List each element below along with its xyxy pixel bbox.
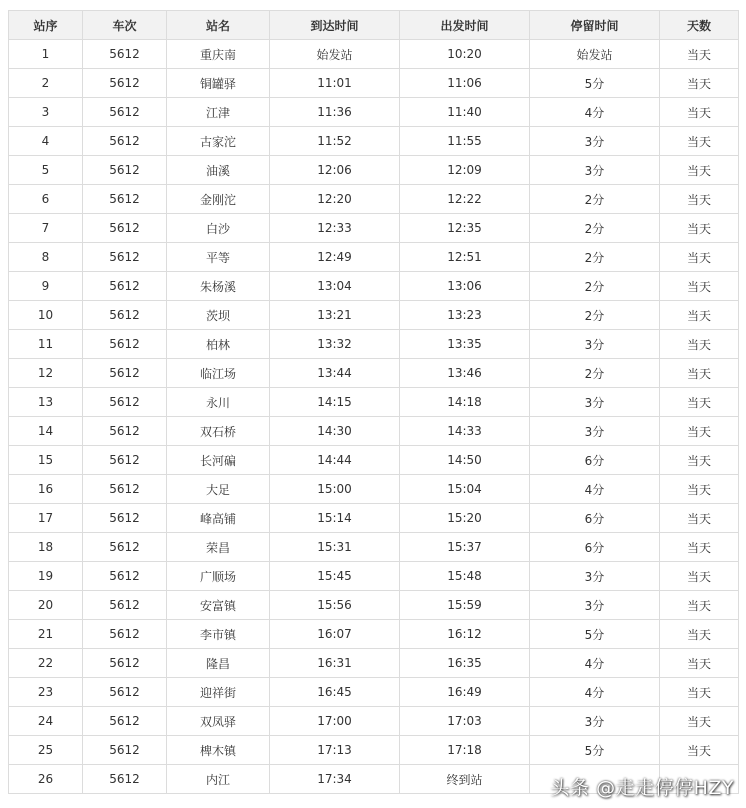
table-row bbox=[9, 707, 739, 736]
cell-stop-duration: 5分 bbox=[530, 736, 660, 765]
cell-stop-duration: 2分 bbox=[530, 301, 660, 330]
table-row bbox=[9, 272, 739, 301]
cell-day: 当天 bbox=[660, 388, 739, 417]
header-day: 天数 bbox=[660, 11, 739, 40]
cell-day: 当天 bbox=[660, 301, 739, 330]
cell-station-seq: 21 bbox=[9, 620, 83, 649]
cell-arrival-time: 14:30 bbox=[270, 417, 400, 446]
cell-stop-duration: 3分 bbox=[530, 127, 660, 156]
cell-departure-time: 13:23 bbox=[400, 301, 530, 330]
cell-departure-time: 10:20 bbox=[400, 40, 530, 69]
cell-stop-duration: 4分 bbox=[530, 678, 660, 707]
cell-day: 当天 bbox=[660, 98, 739, 127]
cell-station-seq: 13 bbox=[9, 388, 83, 417]
cell-departure-time: 15:37 bbox=[400, 533, 530, 562]
cell-arrival-time: 13:04 bbox=[270, 272, 400, 301]
cell-day: 当天 bbox=[660, 707, 739, 736]
table-row bbox=[9, 446, 739, 475]
cell-departure-time: 15:48 bbox=[400, 562, 530, 591]
cell-day: 当天 bbox=[660, 475, 739, 504]
cell-station-seq: 17 bbox=[9, 504, 83, 533]
header-departure-time: 出发时间 bbox=[400, 11, 530, 40]
cell-station-seq: 16 bbox=[9, 475, 83, 504]
cell-stop-duration bbox=[530, 765, 660, 794]
cell-day: 当天 bbox=[660, 591, 739, 620]
cell-departure-time: 13:35 bbox=[400, 330, 530, 359]
cell-station-seq: 1 bbox=[9, 40, 83, 69]
cell-arrival-time: 16:45 bbox=[270, 678, 400, 707]
cell-station-seq: 9 bbox=[9, 272, 83, 301]
cell-train-no: 5612 bbox=[83, 98, 167, 127]
table-row bbox=[9, 185, 739, 214]
cell-departure-time: 12:09 bbox=[400, 156, 530, 185]
table-row bbox=[9, 127, 739, 156]
table-row bbox=[9, 69, 739, 98]
cell-arrival-time: 12:33 bbox=[270, 214, 400, 243]
table-row bbox=[9, 417, 739, 446]
cell-departure-time: 14:33 bbox=[400, 417, 530, 446]
cell-station-seq: 4 bbox=[9, 127, 83, 156]
cell-stop-duration: 3分 bbox=[530, 417, 660, 446]
cell-stop-duration: 6分 bbox=[530, 504, 660, 533]
table-row bbox=[9, 649, 739, 678]
header-station-name: 站名 bbox=[167, 11, 270, 40]
cell-train-no: 5612 bbox=[83, 330, 167, 359]
cell-train-no: 5612 bbox=[83, 127, 167, 156]
cell-departure-time: 14:50 bbox=[400, 446, 530, 475]
cell-departure-time: 15:59 bbox=[400, 591, 530, 620]
cell-day: 当天 bbox=[660, 417, 739, 446]
cell-train-no: 5612 bbox=[83, 736, 167, 765]
cell-train-no: 5612 bbox=[83, 475, 167, 504]
cell-train-no: 5612 bbox=[83, 69, 167, 98]
cell-station-name: 柏林 bbox=[167, 330, 270, 359]
cell-station-name: 荣昌 bbox=[167, 533, 270, 562]
cell-departure-time: 16:49 bbox=[400, 678, 530, 707]
cell-stop-duration: 6分 bbox=[530, 533, 660, 562]
table-row bbox=[9, 214, 739, 243]
cell-station-name: 江津 bbox=[167, 98, 270, 127]
cell-station-name: 古家沱 bbox=[167, 127, 270, 156]
cell-train-no: 5612 bbox=[83, 40, 167, 69]
cell-stop-duration: 3分 bbox=[530, 388, 660, 417]
cell-departure-time: 11:06 bbox=[400, 69, 530, 98]
cell-arrival-time: 16:31 bbox=[270, 649, 400, 678]
cell-station-name: 李市镇 bbox=[167, 620, 270, 649]
cell-station-seq: 19 bbox=[9, 562, 83, 591]
cell-day: 当天 bbox=[660, 736, 739, 765]
table-row bbox=[9, 475, 739, 504]
cell-stop-duration: 3分 bbox=[530, 330, 660, 359]
cell-arrival-time: 始发站 bbox=[270, 40, 400, 69]
table-row bbox=[9, 40, 739, 69]
cell-train-no: 5612 bbox=[83, 591, 167, 620]
cell-departure-time: 17:18 bbox=[400, 736, 530, 765]
cell-arrival-time: 11:01 bbox=[270, 69, 400, 98]
cell-day: 当天 bbox=[660, 446, 739, 475]
cell-station-name: 永川 bbox=[167, 388, 270, 417]
cell-station-name: 双石桥 bbox=[167, 417, 270, 446]
cell-train-no: 5612 bbox=[83, 185, 167, 214]
cell-day: 当天 bbox=[660, 504, 739, 533]
cell-station-seq: 18 bbox=[9, 533, 83, 562]
header-stop-duration: 停留时间 bbox=[530, 11, 660, 40]
cell-stop-duration: 3分 bbox=[530, 591, 660, 620]
cell-stop-duration: 3分 bbox=[530, 562, 660, 591]
cell-arrival-time: 12:06 bbox=[270, 156, 400, 185]
cell-day: 当天 bbox=[660, 649, 739, 678]
cell-departure-time: 终到站 bbox=[400, 765, 530, 794]
cell-station-name: 安富镇 bbox=[167, 591, 270, 620]
cell-day: 当天 bbox=[660, 214, 739, 243]
cell-day: 当天 bbox=[660, 330, 739, 359]
cell-arrival-time: 11:36 bbox=[270, 98, 400, 127]
cell-departure-time: 12:22 bbox=[400, 185, 530, 214]
cell-stop-duration: 始发站 bbox=[530, 40, 660, 69]
cell-station-name: 大足 bbox=[167, 475, 270, 504]
cell-departure-time: 13:06 bbox=[400, 272, 530, 301]
cell-station-name: 广顺场 bbox=[167, 562, 270, 591]
cell-station-name: 椑木镇 bbox=[167, 736, 270, 765]
cell-arrival-time: 17:13 bbox=[270, 736, 400, 765]
cell-day bbox=[660, 765, 739, 794]
cell-arrival-time: 15:56 bbox=[270, 591, 400, 620]
table-row bbox=[9, 330, 739, 359]
table-row bbox=[9, 736, 739, 765]
cell-station-seq: 22 bbox=[9, 649, 83, 678]
cell-day: 当天 bbox=[660, 156, 739, 185]
cell-train-no: 5612 bbox=[83, 243, 167, 272]
table-row bbox=[9, 620, 739, 649]
cell-station-name: 朱杨溪 bbox=[167, 272, 270, 301]
cell-arrival-time: 17:34 bbox=[270, 765, 400, 794]
cell-arrival-time: 15:00 bbox=[270, 475, 400, 504]
cell-stop-duration: 2分 bbox=[530, 214, 660, 243]
header-train-no: 车次 bbox=[83, 11, 167, 40]
cell-departure-time: 12:51 bbox=[400, 243, 530, 272]
header-row bbox=[9, 11, 739, 40]
cell-day: 当天 bbox=[660, 562, 739, 591]
cell-arrival-time: 15:45 bbox=[270, 562, 400, 591]
table-row bbox=[9, 156, 739, 185]
cell-station-seq: 14 bbox=[9, 417, 83, 446]
cell-station-seq: 24 bbox=[9, 707, 83, 736]
cell-train-no: 5612 bbox=[83, 649, 167, 678]
cell-station-name: 长河碥 bbox=[167, 446, 270, 475]
cell-arrival-time: 16:07 bbox=[270, 620, 400, 649]
cell-day: 当天 bbox=[660, 69, 739, 98]
cell-train-no: 5612 bbox=[83, 533, 167, 562]
cell-arrival-time: 13:21 bbox=[270, 301, 400, 330]
cell-arrival-time: 12:49 bbox=[270, 243, 400, 272]
cell-station-name: 铜罐驿 bbox=[167, 69, 270, 98]
cell-stop-duration: 4分 bbox=[530, 98, 660, 127]
cell-train-no: 5612 bbox=[83, 620, 167, 649]
cell-train-no: 5612 bbox=[83, 388, 167, 417]
cell-train-no: 5612 bbox=[83, 301, 167, 330]
cell-departure-time: 15:20 bbox=[400, 504, 530, 533]
cell-arrival-time: 14:44 bbox=[270, 446, 400, 475]
header-station-seq: 站序 bbox=[9, 11, 83, 40]
cell-station-seq: 12 bbox=[9, 359, 83, 388]
cell-station-name: 平等 bbox=[167, 243, 270, 272]
cell-stop-duration: 2分 bbox=[530, 272, 660, 301]
cell-day: 当天 bbox=[660, 533, 739, 562]
cell-station-seq: 2 bbox=[9, 69, 83, 98]
cell-arrival-time: 17:00 bbox=[270, 707, 400, 736]
header-arrival-time: 到达时间 bbox=[270, 11, 400, 40]
cell-station-name: 迎祥街 bbox=[167, 678, 270, 707]
cell-departure-time: 11:40 bbox=[400, 98, 530, 127]
cell-stop-duration: 2分 bbox=[530, 359, 660, 388]
cell-departure-time: 11:55 bbox=[400, 127, 530, 156]
cell-station-seq: 7 bbox=[9, 214, 83, 243]
cell-departure-time: 13:46 bbox=[400, 359, 530, 388]
cell-stop-duration: 3分 bbox=[530, 707, 660, 736]
train-timetable bbox=[8, 10, 739, 794]
cell-station-name: 峰高铺 bbox=[167, 504, 270, 533]
table-row bbox=[9, 359, 739, 388]
cell-station-name: 双凤驿 bbox=[167, 707, 270, 736]
cell-station-seq: 20 bbox=[9, 591, 83, 620]
cell-station-name: 白沙 bbox=[167, 214, 270, 243]
cell-arrival-time: 13:44 bbox=[270, 359, 400, 388]
table-row bbox=[9, 388, 739, 417]
cell-train-no: 5612 bbox=[83, 446, 167, 475]
table-row bbox=[9, 504, 739, 533]
cell-train-no: 5612 bbox=[83, 156, 167, 185]
cell-station-seq: 26 bbox=[9, 765, 83, 794]
cell-station-seq: 5 bbox=[9, 156, 83, 185]
cell-arrival-time: 14:15 bbox=[270, 388, 400, 417]
cell-day: 当天 bbox=[660, 243, 739, 272]
table-row bbox=[9, 301, 739, 330]
cell-train-no: 5612 bbox=[83, 359, 167, 388]
cell-arrival-time: 12:20 bbox=[270, 185, 400, 214]
cell-arrival-time: 15:31 bbox=[270, 533, 400, 562]
table-row bbox=[9, 243, 739, 272]
cell-stop-duration: 6分 bbox=[530, 446, 660, 475]
table-row bbox=[9, 678, 739, 707]
cell-station-seq: 8 bbox=[9, 243, 83, 272]
cell-station-name: 重庆南 bbox=[167, 40, 270, 69]
cell-train-no: 5612 bbox=[83, 678, 167, 707]
table-row bbox=[9, 591, 739, 620]
cell-station-seq: 15 bbox=[9, 446, 83, 475]
table-body bbox=[9, 40, 739, 794]
cell-stop-duration: 3分 bbox=[530, 156, 660, 185]
cell-station-name: 临江场 bbox=[167, 359, 270, 388]
cell-day: 当天 bbox=[660, 678, 739, 707]
cell-arrival-time: 11:52 bbox=[270, 127, 400, 156]
cell-station-name: 隆昌 bbox=[167, 649, 270, 678]
cell-arrival-time: 13:32 bbox=[270, 330, 400, 359]
table-row bbox=[9, 98, 739, 127]
table-row bbox=[9, 533, 739, 562]
cell-departure-time: 12:35 bbox=[400, 214, 530, 243]
cell-train-no: 5612 bbox=[83, 765, 167, 794]
cell-train-no: 5612 bbox=[83, 707, 167, 736]
cell-station-seq: 3 bbox=[9, 98, 83, 127]
table-row bbox=[9, 765, 739, 794]
cell-day: 当天 bbox=[660, 40, 739, 69]
cell-stop-duration: 4分 bbox=[530, 649, 660, 678]
cell-station-seq: 10 bbox=[9, 301, 83, 330]
cell-train-no: 5612 bbox=[83, 562, 167, 591]
cell-station-name: 茨坝 bbox=[167, 301, 270, 330]
cell-departure-time: 14:18 bbox=[400, 388, 530, 417]
timetable-container bbox=[8, 10, 738, 794]
cell-train-no: 5612 bbox=[83, 272, 167, 301]
cell-departure-time: 17:03 bbox=[400, 707, 530, 736]
cell-station-name: 油溪 bbox=[167, 156, 270, 185]
cell-stop-duration: 2分 bbox=[530, 243, 660, 272]
cell-day: 当天 bbox=[660, 359, 739, 388]
cell-arrival-time: 15:14 bbox=[270, 504, 400, 533]
cell-departure-time: 16:35 bbox=[400, 649, 530, 678]
cell-stop-duration: 5分 bbox=[530, 69, 660, 98]
cell-day: 当天 bbox=[660, 185, 739, 214]
cell-station-name: 金刚沱 bbox=[167, 185, 270, 214]
cell-stop-duration: 5分 bbox=[530, 620, 660, 649]
cell-station-seq: 11 bbox=[9, 330, 83, 359]
cell-train-no: 5612 bbox=[83, 417, 167, 446]
table-header bbox=[9, 11, 739, 40]
table-row bbox=[9, 562, 739, 591]
cell-departure-time: 15:04 bbox=[400, 475, 530, 504]
cell-station-seq: 25 bbox=[9, 736, 83, 765]
cell-train-no: 5612 bbox=[83, 214, 167, 243]
cell-departure-time: 16:12 bbox=[400, 620, 530, 649]
watermark-text: 头条 @走走停停HZY bbox=[550, 777, 734, 799]
cell-stop-duration: 4分 bbox=[530, 475, 660, 504]
cell-station-seq: 6 bbox=[9, 185, 83, 214]
cell-day: 当天 bbox=[660, 620, 739, 649]
cell-train-no: 5612 bbox=[83, 504, 167, 533]
cell-day: 当天 bbox=[660, 127, 739, 156]
cell-station-name: 内江 bbox=[167, 765, 270, 794]
cell-stop-duration: 2分 bbox=[530, 185, 660, 214]
cell-day: 当天 bbox=[660, 272, 739, 301]
cell-station-seq: 23 bbox=[9, 678, 83, 707]
